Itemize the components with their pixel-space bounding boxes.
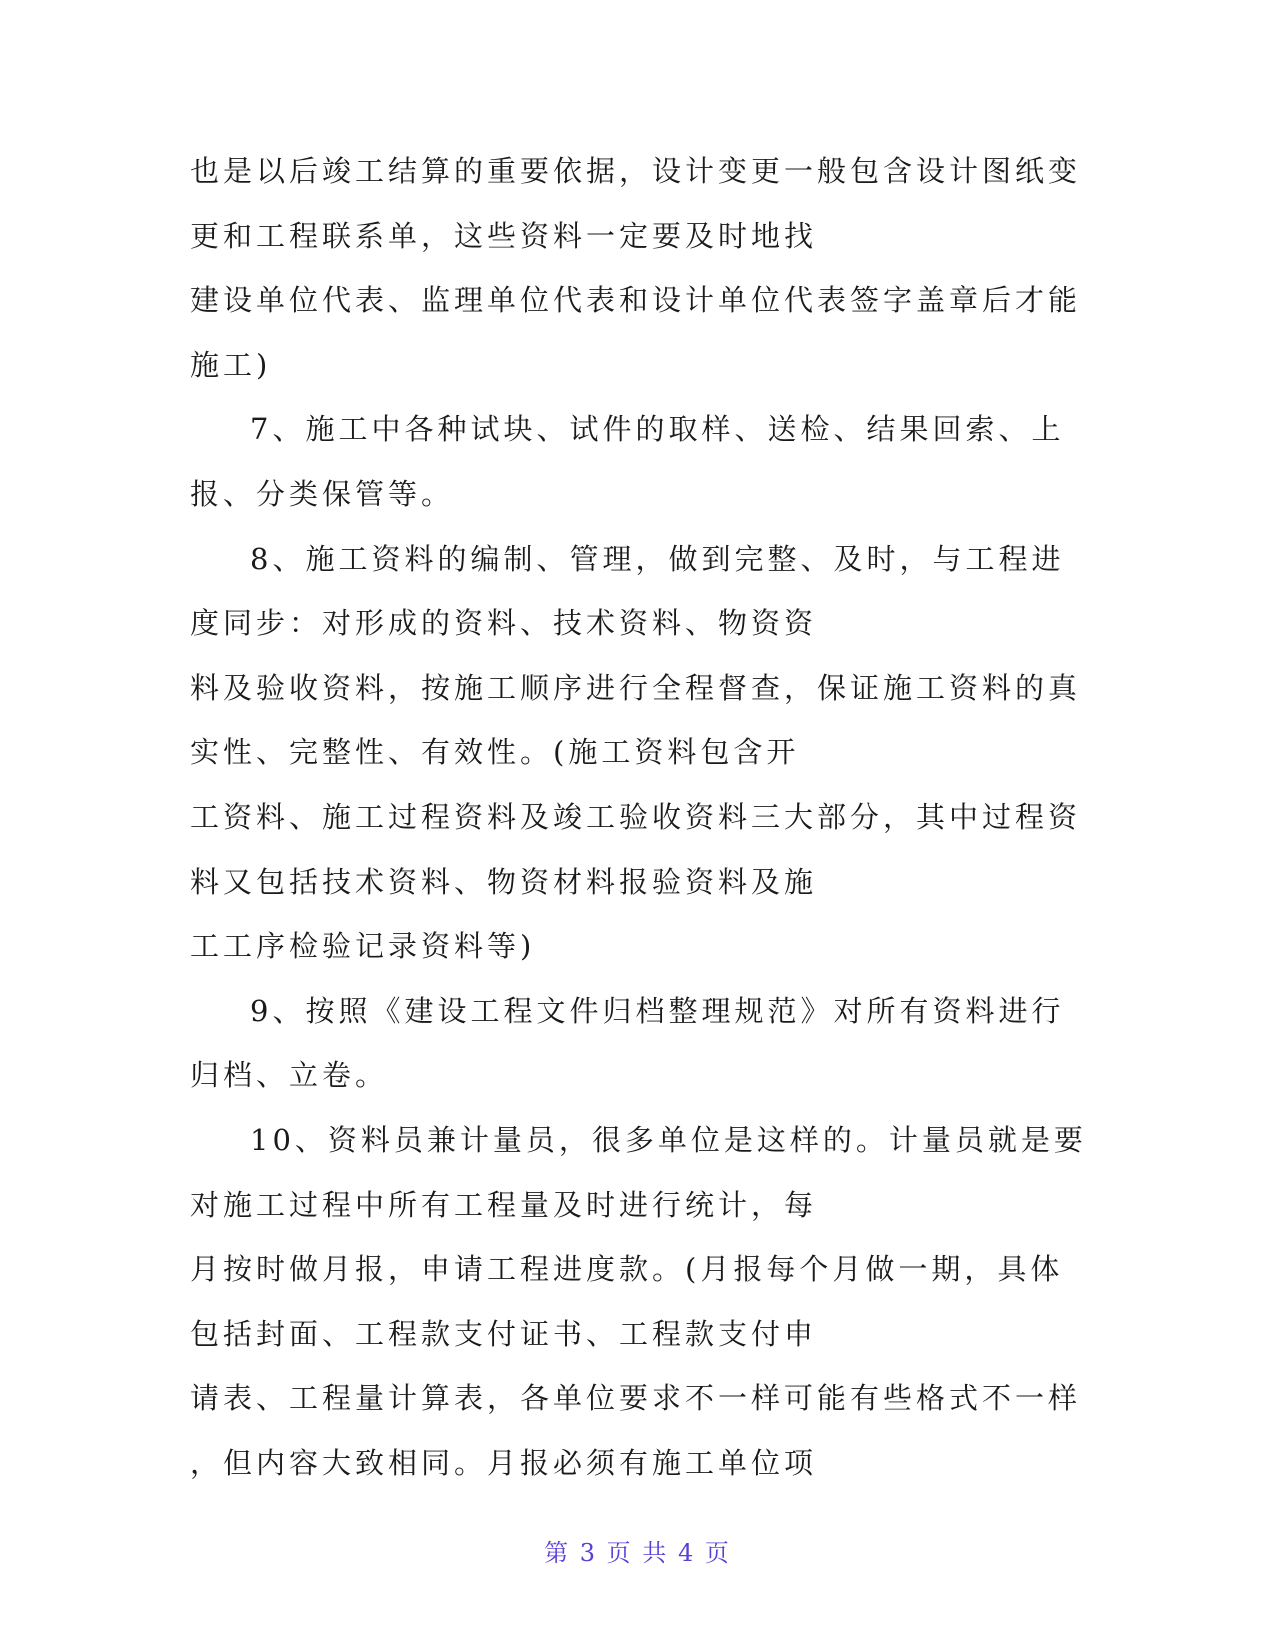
text-line: 实性、完整性、有效性。(施工资料包含开 [190, 735, 800, 770]
text-line: 施工) [190, 347, 272, 382]
text-line: 月按时做月报，申请工程进度款。(月报每个月做一期，具体 [190, 1252, 1064, 1287]
text-line-item-8: 8、施工资料的编制、管理，做到完整、及时，与工程进 [250, 541, 1065, 576]
text-line: 度同步：对形成的资料、技术资料、物资资 [190, 606, 818, 641]
text-line: 请表、工程量计算表，各单位要求不一样可能有些格式不一样 [190, 1381, 1082, 1416]
text-line-item-9: 9、按照《建设工程文件归档整理规范》对所有资料进行 [250, 993, 1065, 1028]
text-line-item-10: 10、资料员兼计量员，很多单位是这样的。计量员就是要 [250, 1122, 1087, 1157]
text-line: 料又包括技术资料、物资材料报验资料及施 [190, 864, 818, 899]
text-line: 更和工程联系单，这些资料一定要及时地找 [190, 218, 818, 253]
text-line: 建设单位代表、监理单位代表和设计单位代表签字盖章后才能 [190, 283, 1082, 318]
text-line: 料及验收资料，按施工顺序进行全程督查，保证施工资料的真 [190, 670, 1082, 705]
document-body [190, 139, 1190, 1495]
text-line: 也是以后竣工结算的重要依据，设计变更一般包含设计图纸变 [190, 154, 1082, 188]
text-line: 工工序检验记录资料等) [190, 929, 536, 964]
text-line: 报、分类保管等。 [190, 476, 455, 511]
text-line: 归档、立卷。 [190, 1058, 389, 1093]
page-footer: 第 3 页 共 4 页 [544, 1539, 731, 1567]
text-line: 包括封面、工程款支付证书、工程款支付申 [190, 1316, 818, 1351]
text-line: ，但内容大致相同。月报必须有施工单位项 [190, 1445, 818, 1480]
text-line-item-7: 7、施工中各种试块、试件的取样、送检、结果回索、上 [250, 412, 1065, 447]
text-line: 工资料、施工过程资料及竣工验收资料三大部分，其中过程资 [190, 799, 1082, 834]
text-line: 对施工过程中所有工程量及时进行统计，每 [190, 1187, 818, 1222]
